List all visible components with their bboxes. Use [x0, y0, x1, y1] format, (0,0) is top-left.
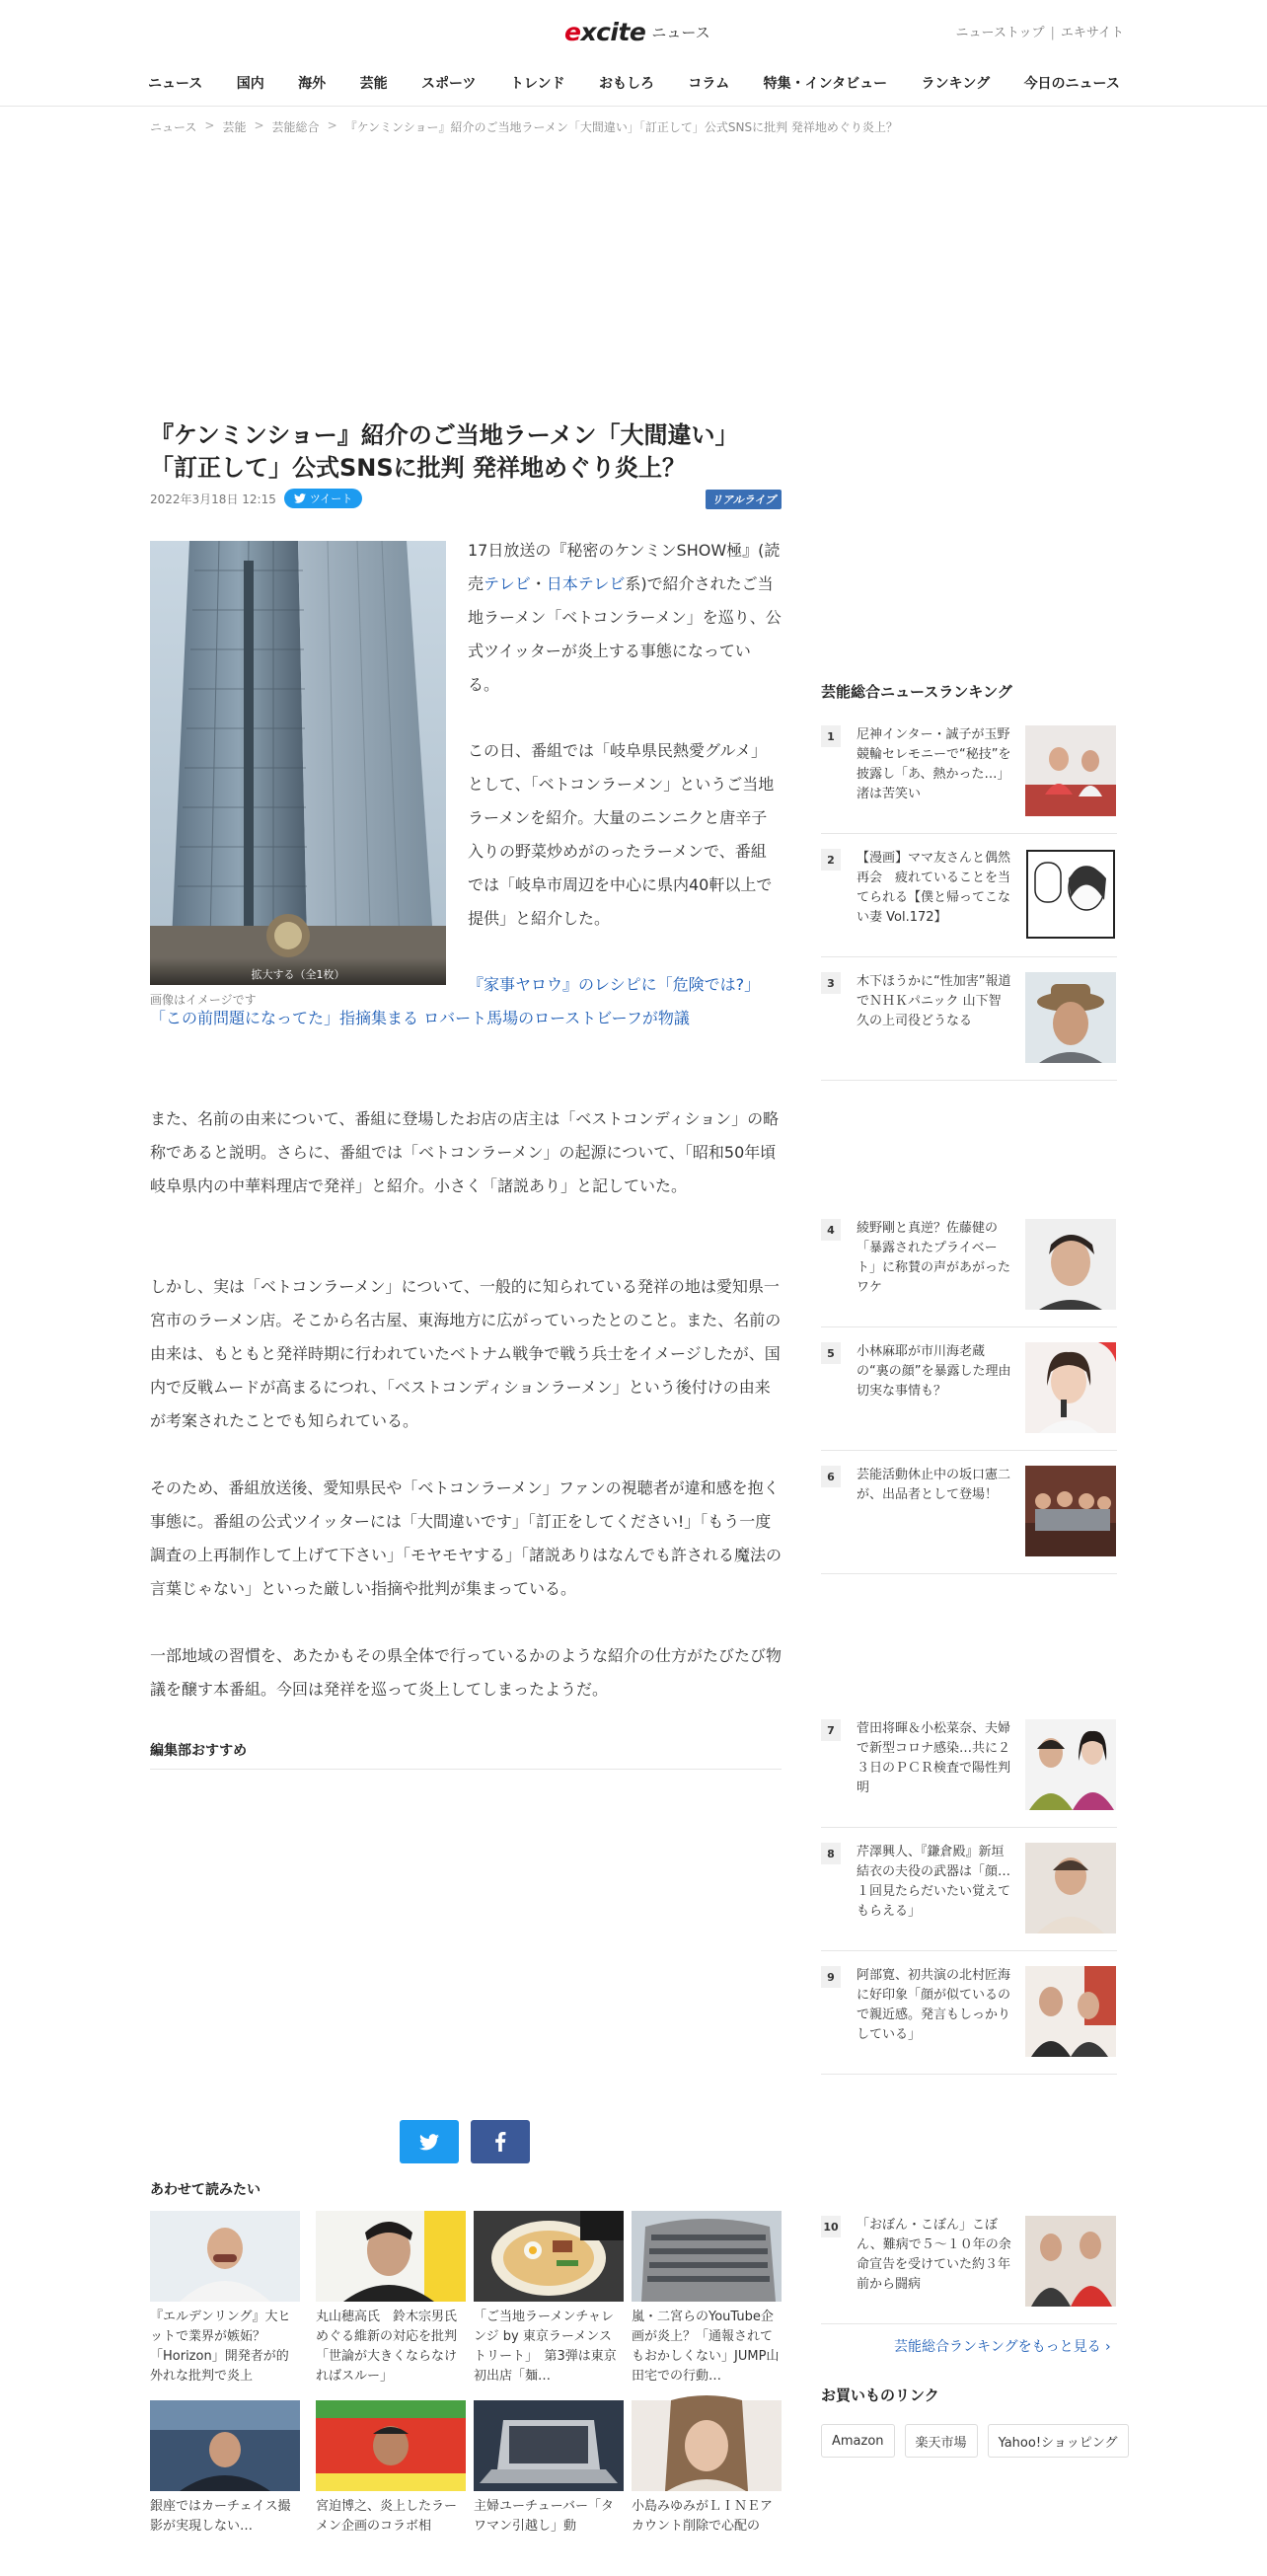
- article-paragraph-4: また、名前の由来について、番組に登場したお店の店主は「ベストコンディション」の略称であると説明。さらに、番組では「ベトコンラーメン」の起源について、「昭和50年頃岐阜県内の中華料理店で発祥」と紹介。小さく「諸説あり」と記していた。: [150, 1109, 780, 1195]
- related-card[interactable]: [150, 2211, 300, 2387]
- rank-thumb: [1025, 1966, 1116, 2057]
- site-header: [0, 0, 1267, 107]
- rank-number: 2: [821, 849, 841, 871]
- related-card[interactable]: [474, 2400, 624, 2576]
- rank-number: 5: [821, 1342, 841, 1364]
- ranking-item[interactable]: [821, 1342, 1117, 1451]
- shop-rakuten-button[interactable]: 楽天市場: [905, 2424, 978, 2458]
- rank-thumb: [1025, 1342, 1116, 1433]
- related-thumb: [150, 2211, 300, 2302]
- enlarge-photo-label[interactable]: 拡大する（全1枚）: [150, 957, 446, 985]
- breadcrumb-current: 『ケンミンショー』紹介のご当地ラーメン「大間違い」「訂正して」公式SNSに批判 発祥地めぐり炎上？: [344, 120, 898, 134]
- rank-number: 8: [821, 1843, 841, 1864]
- p1-text-a: 17日放送の『秘密のケンミンSHOW極』(読売: [468, 541, 781, 593]
- breadcrumb-news[interactable]: ニュース: [150, 120, 197, 134]
- facebook-icon: [494, 2132, 506, 2152]
- twitter-bird-icon: [294, 493, 306, 503]
- divider: [150, 1769, 782, 1770]
- editor-recommend-heading: 編集部おすすめ: [150, 1743, 248, 1759]
- p1-text-b: 系)で紹介されたご当地ラーメン「ベトコンラーメン」を巡り、公式ツイッターが炎上する事態になっている。: [468, 574, 782, 694]
- rank-title[interactable]: 芸能活動休止中の坂口憲二が、出品者として登場！: [857, 1468, 1011, 1502]
- news-top-link[interactable]: ニューストップ: [955, 26, 1045, 40]
- article-paragraph-7: 一部地域の習慣を、あたかもその県全体で行っているかのような紹介の仕方がたびたび物議を醸す本番組。今回は発祥を巡って炎上してしまったようだ。: [150, 1646, 783, 1699]
- article-title: [150, 419, 782, 485]
- p1-text-mid: ・: [530, 574, 547, 593]
- rank-thumb: [1025, 1466, 1116, 1556]
- related-thumb: [150, 2400, 300, 2491]
- ranking-heading: 芸能総合ニュースランキング: [821, 683, 1012, 701]
- related-heading: あわせて読みたい: [150, 2182, 261, 2198]
- rank-thumb: [1025, 1219, 1116, 1310]
- related-title[interactable]: 『エルデンリング』大ヒットで業界が嫉妬？「Horizon」開発者が的外れな批判で炎上: [150, 2310, 291, 2384]
- rank-number: 6: [821, 1466, 841, 1487]
- article-paragraph-6: そのため、番組放送後、愛知県民や「ベトコンラーメン」ファンの視聴者が違和感を抱く事態に。番組の公式ツイッターには「大間違いです」「訂正をしてください!」「もう一度調査の上再制作して上げて下さい」「モヤモヤする」「諸説ありはなんでも許される魔法の言葉じゃない」といった厳しい指摘や批判が集まっている。: [150, 1478, 783, 1598]
- logo-subtitle: ニュース: [651, 23, 710, 41]
- shopping-links: [821, 2424, 1129, 2458]
- related-card[interactable]: [632, 2400, 782, 2576]
- rank-number: 9: [821, 1966, 841, 1988]
- twitter-share-button[interactable]: [400, 2120, 459, 2163]
- rank-number: 7: [821, 1719, 841, 1741]
- rank-thumb: [1025, 972, 1116, 1063]
- nav-item-domestic[interactable]: 国内: [236, 76, 264, 92]
- logo-wordmark: excite: [564, 17, 646, 46]
- rank-title[interactable]: 木下ほうかに“性加害”報道でＮＨＫパニック 山下智久の上司役どうなる: [857, 974, 1011, 1028]
- rank-title[interactable]: 尼神インター・誠子が玉野競輪セレモニーで“秘技”を披露し「あ、熱かった…」 渚は苦笑い: [857, 727, 1016, 801]
- related-article-link[interactable]: [150, 968, 782, 1035]
- rank-thumb: [1025, 2216, 1116, 2307]
- rank-title[interactable]: 芹澤興人、『鎌倉殿』新垣結衣の夫役の武器は「顔…１回見たらだいたい覚えてもらえる」: [857, 1845, 1011, 1919]
- rank-thumb: [1025, 849, 1116, 940]
- ranking-item[interactable]: [821, 972, 1117, 1081]
- ranking-item[interactable]: [821, 1966, 1117, 2075]
- breadcrumb-entertainment-general[interactable]: 芸能総合: [271, 120, 320, 134]
- related-card[interactable]: [150, 2400, 300, 2576]
- title-line-2: 「訂正して」公式SNSに批判 発祥地めぐり炎上？: [150, 454, 687, 482]
- breadcrumb: ニュース > 芸能 > 芸能総合 > 『ケンミンショー』紹介のご当地ラーメン「大間違い」「訂正して」公式SNSに批判 発祥地めぐり炎上？: [150, 118, 898, 134]
- related-card[interactable]: [316, 2400, 466, 2576]
- related-thumb: [474, 2211, 624, 2302]
- tweet-button[interactable]: [284, 489, 362, 508]
- ad-space: [150, 153, 782, 400]
- ranking-item[interactable]: [821, 1843, 1117, 1951]
- chevron-right-icon: ›: [1105, 2339, 1111, 2355]
- rank-title[interactable]: 菅田将暉＆小松菜奈、夫婦で新型コロナ感染…共に２３日のＰＣＲ検査で陽性判明: [857, 1721, 1011, 1795]
- site-logo[interactable]: [564, 14, 710, 49]
- more-ranking-label: 芸能総合ランキングをもっと見る: [894, 2339, 1101, 2355]
- twitter-icon: [419, 2134, 439, 2151]
- rank-thumb: [1025, 1719, 1116, 1810]
- related-title[interactable]: 「ご当地ラーメンチャレンジ by 東京ラーメンストリート」 第3弾は東京初出店「麺…: [474, 2310, 617, 2384]
- nav-item-news[interactable]: ニュース: [148, 76, 203, 92]
- article-meta: [150, 488, 782, 509]
- related-card[interactable]: [474, 2211, 624, 2387]
- rank-number: 10: [821, 2216, 841, 2237]
- shop-amazon-button[interactable]: Amazon: [821, 2424, 895, 2458]
- facebook-share-button[interactable]: [471, 2120, 530, 2163]
- ranking-item[interactable]: [821, 1466, 1117, 1574]
- more-ranking-link[interactable]: [894, 2336, 1111, 2356]
- excite-link[interactable]: エキサイト: [1060, 26, 1124, 40]
- rank-title[interactable]: 「おぼん・こぼん」こぼん、難病で５～１０年の余命宣告を受けていた約３年前から闘病: [857, 2218, 1011, 2292]
- rank-number: 3: [821, 972, 841, 994]
- source-badge[interactable]: リアルライブ: [706, 490, 782, 509]
- building-photo: [150, 541, 446, 985]
- publish-date: 2022年3月18日 12:15: [150, 492, 276, 506]
- breadcrumb-entertainment[interactable]: 芸能: [222, 120, 247, 134]
- nav-item-overseas[interactable]: 海外: [298, 76, 327, 92]
- ntv-link[interactable]: 日本テレビ: [546, 574, 626, 593]
- related-thumb: [316, 2400, 466, 2491]
- related-title[interactable]: 主婦ユーチューバー「タワマン引越し」動: [474, 2499, 614, 2534]
- nav-item-today[interactable]: 今日のニュース: [1023, 76, 1120, 92]
- nav-item-column[interactable]: コラム: [688, 76, 730, 92]
- ranking-item[interactable]: [821, 725, 1117, 834]
- related-article-link-text[interactable]: 『家事ヤロウ』のレシピに「危険では?」「この前問題になってた」指摘集まる ロバート馬場のローストビーフが物議: [150, 975, 761, 1027]
- related-thumb: [316, 2211, 466, 2302]
- tv-link[interactable]: テレビ: [484, 574, 531, 593]
- ranking-item[interactable]: [821, 849, 1117, 957]
- rank-title[interactable]: 阿部寛、初共演の北村匠海に好印象「顔が似ているので親近感。発言もしっかりしている」: [857, 1968, 1011, 2042]
- rank-title[interactable]: 【漫画】ママ友さんと偶然再会 疲れていることを当てられる【僕と帰ってこない妻 Vol.172】: [857, 851, 1011, 925]
- header-links: ニューストップ | エキサイト: [956, 22, 1124, 40]
- rank-thumb: [1025, 725, 1116, 816]
- ranking-item[interactable]: [821, 1219, 1117, 1327]
- tweet-label: ツイート: [309, 492, 353, 505]
- nav-item-trend[interactable]: トレンド: [509, 76, 565, 92]
- main-nav: [148, 69, 1120, 97]
- article-paragraph-5: しかし、実は「ベトコンラーメン」について、一般的に知られている発祥の地は愛知県一宮市のラーメン店。そこから名古屋、東海地方に広がっていったとのこと。また、名前の由来は、もともと発祥時期に行われていたベトナム戦争で戦う兵士をイメージしたが、国内で反戦ムードが高まるにつれ、「ベストコンディションラーメン」という後付けの由来が考案されたことでも知られている。: [150, 1277, 782, 1430]
- shopping-heading: お買いものリンク: [821, 2387, 939, 2404]
- rank-number: 1: [821, 725, 841, 747]
- related-title[interactable]: 宮迫博之、炎上したラーメン企画のコラボ相: [316, 2499, 458, 2534]
- title-line-1: 『ケンミンショー』紹介のご当地ラーメン「大間違い」: [150, 421, 739, 449]
- shop-yahoo-button[interactable]: Yahoo!ショッピング: [988, 2424, 1129, 2458]
- nav-item-ranking[interactable]: ランキング: [921, 76, 991, 92]
- rank-title[interactable]: 小林麻耶が市川海老蔵の“裏の顔”を暴露した理由 切実な事情も？: [857, 1344, 1011, 1399]
- photo-note: 画像はイメージです: [150, 993, 257, 1007]
- nav-item-funny[interactable]: おもしろ: [598, 76, 654, 92]
- related-title[interactable]: 小島みゆみがＬＩＮＥアカウント削除で心配の: [632, 2499, 774, 2534]
- article-paragraph-2: この日、番組では「岐阜県民熱愛グルメ」として、「ベトコンラーメン」というご当地ラーメンを紹介。大量のニンニクと唐辛子入りの野菜炒めがのったラーメンで、番組では「岐阜市周辺を中心に県内40軒以上で提供」と紹介した。: [468, 741, 775, 928]
- article-photo[interactable]: [150, 541, 446, 985]
- ranking-item[interactable]: [821, 2216, 1117, 2324]
- nav-item-sports[interactable]: スポーツ: [421, 76, 477, 92]
- related-title[interactable]: 嵐・二宮らのYouTube企画が炎上？「通報されてもおかしくない」JUMP山田宅での行動…: [632, 2310, 780, 2384]
- rank-number: 4: [821, 1219, 841, 1241]
- article-paragraph-1: [468, 534, 782, 702]
- related-thumb: [632, 2400, 782, 2491]
- related-thumb: [474, 2400, 624, 2491]
- ranking-item[interactable]: [821, 1719, 1117, 1828]
- nav-item-entertainment[interactable]: 芸能: [359, 76, 388, 92]
- related-card[interactable]: [316, 2211, 466, 2387]
- related-title[interactable]: 銀座ではカーチェイス撮影が実現しない…: [150, 2499, 291, 2534]
- related-card[interactable]: [632, 2211, 782, 2387]
- related-title[interactable]: 丸山穂高氏 鈴木宗男氏めぐる維新の対応を批判「世論が大きくならなければスルー」: [316, 2310, 458, 2384]
- related-thumb: [632, 2211, 782, 2302]
- rank-thumb: [1025, 1843, 1116, 1933]
- nav-item-features[interactable]: 特集・インタビュー: [763, 76, 888, 92]
- rank-title[interactable]: 綾野剛と真逆？佐藤健の「暴露されたプライベート」に称賛の声があがったワケ: [857, 1221, 1011, 1295]
